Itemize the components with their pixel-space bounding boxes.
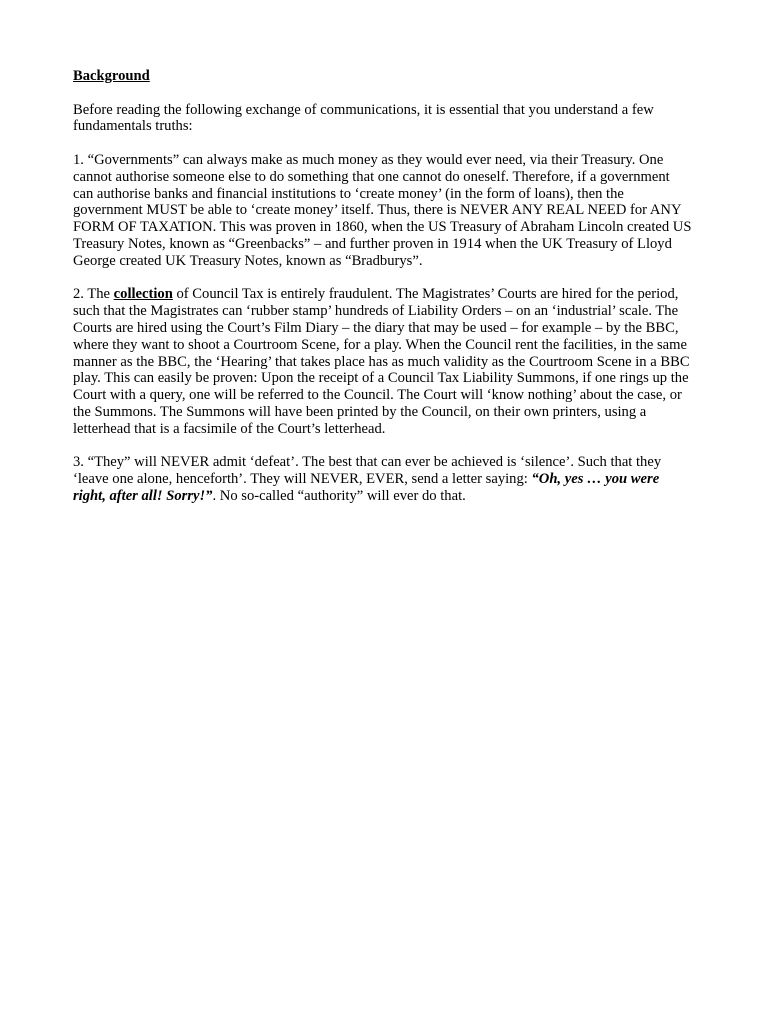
point-3-prefix: 3. “They” will NEVER admit ‘defeat’. The best that can ever be achieved is ‘silence’. Such that they ‘leave one alone, henceforth’. They will NEVER, EVER, send a letter saying:	[73, 454, 662, 488]
point-2-emphasis: collection	[113, 286, 173, 303]
intro-paragraph: Before reading the following exchange of communications, it is essential that you understand a few fundamentals truths:	[73, 101, 654, 135]
section-heading: Background	[73, 68, 150, 84]
point-3-suffix: . No so-called “authority” will ever do that.	[212, 487, 466, 504]
point-2-prefix: 2. The	[73, 286, 114, 303]
point-3-paragraph	[73, 454, 693, 504]
point-2-paragraph	[73, 286, 693, 437]
point-1-paragraph: 1. “Governments” can always make as much money as they would ever need, via their Treasury. One cannot authorise someone else to do something that one cannot do oneself. Therefore, if a government can authorise banks and financial institutions to ‘create money’ (in the form of loans), then the government MUST be able to ‘create money’ itself. Thus, there is NEVER ANY REAL NEED for ANY FORM OF TAXATION. This was proven in 1860, when the US Treasury of Abraham Lincoln created US Treasury Notes, known as “Greenbacks” – and further proven in 1914 when the UK Treasury of Lloyd George created UK Treasury Notes, known as “Bradburys”.	[73, 151, 692, 269]
point-3-quote: “Oh, yes … you were right, after all! Sorry!”	[73, 471, 660, 504]
document-page	[73, 68, 693, 522]
point-2-text: of Council Tax is entirely fraudulent. The Magistrates’ Courts are hired for the period, such that the Magistrates can ‘rubber stamp’ hundreds of Liability Orders – on an ‘industrial’ scale. The Courts are hired using the Court’s Film Diary – the diary that may be used – for example – by the BBC, where they want to shoot a Courtroom Scene, for a play. When the Council rent the facilities, in the same manner as the BBC, the ‘Hearing’ that takes place has as much validity as the Courtroom Scene in a BBC play. This can easily be proven: Upon the receipt of a Council Tax Liability Summons, if one rings up the Court with a query, one will be referred to the Council. The Court will ‘know nothing’ about the case, or the Summons. The Summons will have been printed by the Council, on their own printers, using a letterhead that is a facsimile of the Court’s letterhead.	[73, 286, 690, 437]
